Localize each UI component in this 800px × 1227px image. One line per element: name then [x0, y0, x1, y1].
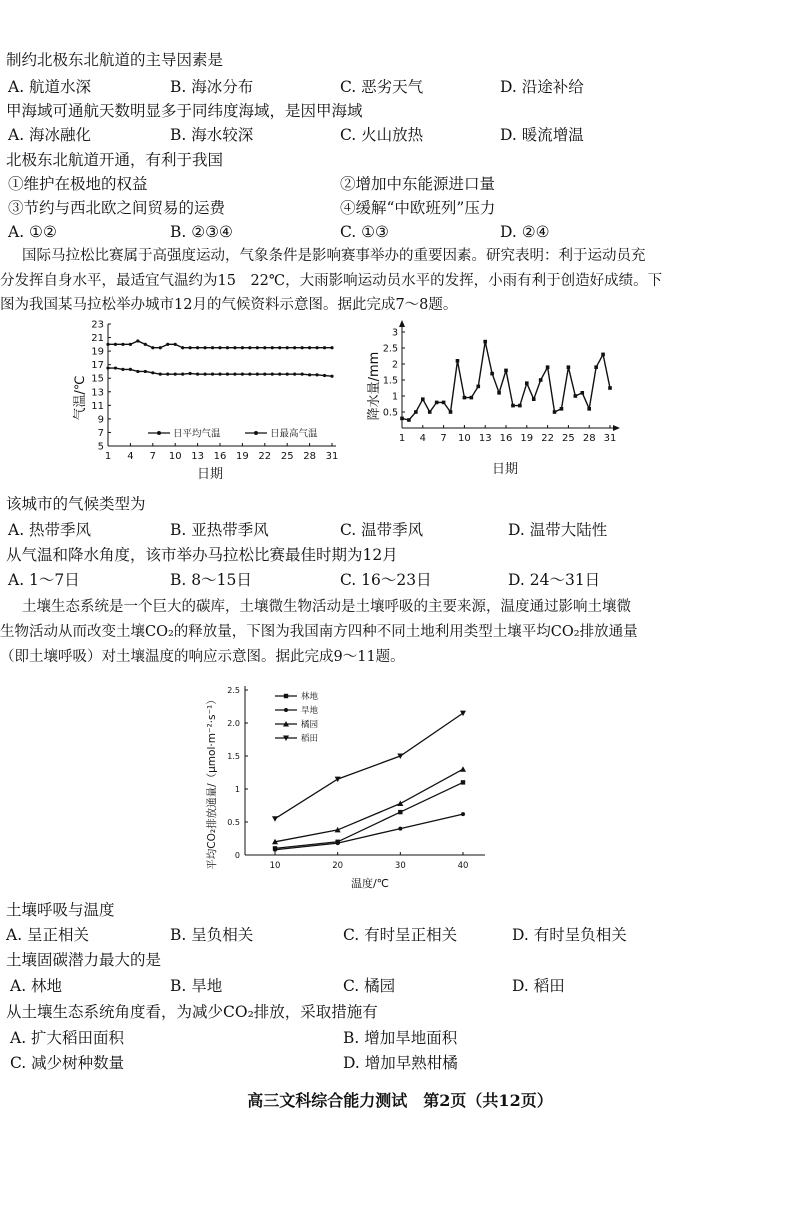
x-tick-label: 40 [457, 861, 469, 871]
x-tick-label: 28 [303, 451, 316, 462]
data-point [271, 346, 274, 349]
legend-label: 稻田 [301, 734, 319, 744]
data-point [580, 391, 584, 395]
y-tick-label: 2 [391, 359, 398, 371]
data-point [428, 410, 432, 414]
data-point [248, 346, 251, 349]
data-point [587, 407, 591, 411]
data-point [106, 366, 109, 369]
data-point [336, 841, 340, 845]
x-tick-label: 31 [603, 433, 617, 444]
q5-option-a: A. 航道水深 [8, 78, 92, 96]
data-point [442, 401, 446, 405]
data-point [315, 373, 318, 376]
y-tick-label: 1 [391, 391, 398, 403]
data-point [144, 343, 147, 346]
passage-1-line-3: 图为我国某马拉松举办城市12月的气候资料示意图。据此完成7～8题。 [0, 297, 458, 313]
data-point [121, 343, 124, 346]
data-point [574, 394, 578, 398]
data-point [398, 827, 402, 831]
q6-option-b: B. 海水较深 [170, 126, 254, 144]
legend-marker [157, 431, 161, 435]
data-point [144, 370, 147, 373]
data-point [335, 777, 341, 783]
data-point [608, 386, 612, 390]
data-point [323, 374, 326, 377]
y-tick-label: 3 [391, 327, 398, 339]
data-point [400, 417, 404, 421]
data-point [256, 373, 259, 376]
data-point [136, 339, 139, 342]
data-point [166, 373, 169, 376]
x-tick-label: 20 [332, 861, 344, 871]
x-tick-label: 22 [258, 451, 272, 462]
data-point [525, 381, 529, 385]
q7-option-b: B. 亚热带季风 [170, 521, 269, 539]
y-tick-label: 0 [234, 851, 240, 860]
precip-line [402, 342, 610, 420]
data-point [308, 373, 311, 376]
data-point [129, 343, 132, 346]
q7-option-a: A. 热带季风 [8, 521, 92, 539]
data-point [241, 373, 244, 376]
data-point [211, 373, 214, 376]
q11-option-c: C. 减少树种数量 [10, 1054, 125, 1072]
data-point [511, 404, 515, 408]
data-point [539, 378, 543, 382]
x-tick-label: 1 [104, 451, 112, 462]
q11-option-b: B. 增加旱地面积 [343, 1029, 458, 1047]
route-item-2: ②增加中东能源进口量 [340, 175, 496, 193]
data-point [286, 346, 289, 349]
route-option-b: B. ②③④ [170, 223, 233, 241]
route-option-a: A. ①② [8, 223, 57, 241]
question-10-stem: 土壤固碳潜力最大的是 [6, 951, 162, 969]
legend-label: 日最高气温 [270, 428, 318, 440]
data-point [129, 368, 132, 371]
data-point [315, 346, 318, 349]
y-axis-arrow [399, 320, 405, 327]
series-line-0 [275, 782, 463, 848]
legend-label: 日平均气温 [173, 428, 221, 440]
y-tick-label: 23 [91, 319, 104, 331]
data-point [271, 373, 274, 376]
y-tick-label: 1 [234, 785, 240, 794]
y-tick-label: 19 [91, 346, 104, 358]
y-axis-label: 降水量/mm [367, 351, 382, 421]
legend-label: 橘园 [301, 720, 319, 730]
data-point [293, 373, 296, 376]
q6-option-c: C. 火山放热 [340, 126, 424, 144]
data-point [233, 373, 236, 376]
y-tick-label: 2.5 [382, 343, 398, 355]
q9-option-a: A. 呈正相关 [6, 926, 90, 944]
data-point [567, 365, 571, 369]
x-tick-label: 10 [269, 861, 281, 871]
x-axis-arrow [613, 425, 620, 431]
data-point [151, 371, 154, 374]
x-tick-label: 16 [499, 433, 513, 444]
data-point [460, 766, 466, 772]
q8-option-b: B. 8～15日 [170, 571, 252, 589]
data-point [461, 780, 465, 784]
question-11-stem: 从土壤生态系统角度看，为减少CO₂排放，采取措施有 [6, 1003, 378, 1021]
data-point [106, 343, 109, 346]
data-point [114, 366, 117, 369]
data-point [114, 343, 117, 346]
q9-option-d: D. 有时呈负相关 [512, 926, 627, 944]
data-point [601, 353, 605, 357]
data-point [263, 346, 266, 349]
q5-option-d: D. 沿途补给 [500, 78, 584, 96]
q5-option-c: C. 恶劣天气 [340, 78, 424, 96]
data-point [159, 373, 162, 376]
data-point [456, 359, 460, 363]
data-point [301, 346, 304, 349]
temperature-chart [60, 318, 350, 488]
data-point [256, 346, 259, 349]
route-item-4: ④缓解“中欧班列”压力 [340, 199, 496, 217]
data-point [226, 373, 229, 376]
x-tick-label: 19 [236, 451, 249, 462]
x-tick-label: 22 [541, 433, 554, 444]
precipitation-chart [360, 318, 620, 488]
y-tick-label: 7 [97, 427, 104, 439]
q10-option-a: A. 林地 [10, 977, 63, 995]
data-point [293, 346, 296, 349]
y-tick-label: 21 [91, 333, 104, 345]
q9-option-b: B. 呈负相关 [170, 926, 254, 944]
question-8-stem: 从气温和降水角度，该市举办马拉松比赛最佳时期为12月 [6, 546, 398, 564]
data-point [218, 373, 221, 376]
x-tick-label: 1 [398, 433, 406, 444]
x-tick-label: 30 [394, 861, 406, 871]
y-tick-label: 2.5 [227, 686, 240, 695]
question-5-stem: 制约北极东北航道的主导因素是 [6, 51, 224, 69]
q11-option-a: A. 扩大稻田面积 [10, 1029, 125, 1047]
y-tick-label: 0.5 [227, 818, 240, 827]
y-tick-label: 11 [91, 400, 104, 412]
data-point [330, 346, 333, 349]
data-point [166, 343, 169, 346]
x-tick-label: 4 [419, 433, 426, 444]
q9-option-c: C. 有时呈正相关 [343, 926, 458, 944]
data-point [189, 372, 192, 375]
data-point [476, 385, 480, 389]
data-point [323, 346, 326, 349]
q7-option-c: C. 温带季风 [340, 521, 424, 539]
data-point [136, 370, 139, 373]
data-point [196, 346, 199, 349]
data-point [546, 365, 550, 369]
data-point [159, 346, 162, 349]
y-tick-label: 0.5 [382, 407, 398, 419]
data-point [407, 418, 411, 422]
x-tick-label: 28 [582, 433, 596, 444]
q5-option-b: B. 海冰分布 [170, 78, 254, 96]
data-point [560, 407, 564, 411]
data-point [273, 848, 277, 852]
q10-option-c: C. 橘园 [343, 977, 396, 995]
data-point [463, 396, 467, 400]
q10-option-d: D. 稻田 [512, 977, 565, 995]
legend-marker [284, 694, 288, 698]
data-point [181, 346, 184, 349]
data-point [308, 346, 311, 349]
data-point [181, 373, 184, 376]
x-tick-label: 13 [191, 451, 204, 462]
data-point [226, 346, 229, 349]
y-tick-label: 1.5 [227, 752, 240, 761]
data-point [421, 397, 425, 401]
x-tick-label: 31 [325, 451, 339, 462]
question-7-stem: 该城市的气候类型为 [6, 495, 146, 513]
data-point [518, 404, 522, 408]
data-point [483, 340, 487, 344]
data-point [196, 373, 199, 376]
passage-1-line-1: 国际马拉松比赛属于高强度运动，气象条件是影响赛事举办的重要因素。研究表明：利于运动员充 [22, 248, 646, 264]
data-point [189, 346, 192, 349]
legend-marker [284, 708, 288, 712]
y-axis-label: 气温/℃ [73, 375, 88, 421]
q6-option-a: A. 海冰融化 [8, 126, 92, 144]
soil-co2-chart [195, 672, 505, 897]
q8-option-a: A. 1～7日 [8, 571, 80, 589]
passage-2-line-3: （即土壤呼吸）对土壤温度的响应示意图。据此完成9～11题。 [0, 649, 405, 665]
data-point [532, 397, 536, 401]
q8-option-d: D. 24～31日 [508, 571, 601, 589]
data-point [248, 373, 251, 376]
x-tick-label: 16 [213, 451, 227, 462]
q10-option-b: B. 旱地 [170, 977, 223, 995]
legend-marker [254, 431, 258, 435]
data-point [151, 346, 154, 349]
series-line-2 [275, 769, 463, 842]
q6-option-d: D. 暖流增温 [500, 126, 584, 144]
data-point [203, 346, 206, 349]
data-point [174, 343, 177, 346]
passage-2-line-2: 生物活动从而改变土壤CO₂的释放量，下图为我国南方四种不同土地利用类型土壤平均CO₂排放通量 [0, 624, 638, 640]
data-point [449, 410, 453, 414]
data-point [286, 373, 289, 376]
legend-label: 林地 [301, 692, 319, 702]
y-tick-label: 17 [91, 360, 104, 372]
page-footer: 高三文科综合能力测试 第2页（共12页） [247, 1091, 553, 1110]
data-point [121, 368, 124, 371]
data-point [497, 391, 501, 395]
y-tick-label: 1.5 [382, 375, 398, 387]
x-axis-label: 温度/℃ [350, 877, 390, 890]
x-tick-label: 13 [478, 433, 492, 444]
x-tick-label: 7 [440, 433, 447, 444]
q11-option-d: D. 增加早熟柑橘 [343, 1054, 458, 1072]
x-tick-label: 10 [458, 433, 471, 444]
x-tick-label: 10 [168, 451, 182, 462]
data-point [414, 410, 418, 414]
y-tick-label: 2.0 [227, 719, 240, 728]
x-tick-label: 4 [127, 451, 134, 462]
legend-label: 旱地 [301, 706, 319, 716]
data-point [461, 812, 465, 816]
data-point [504, 369, 508, 373]
x-tick-label: 19 [520, 433, 534, 444]
series-line-1 [275, 814, 463, 850]
data-point [211, 346, 214, 349]
data-point [397, 801, 403, 807]
data-point [435, 401, 439, 405]
data-point [490, 372, 494, 376]
data-point [330, 375, 333, 378]
x-axis-label: 日期 [196, 467, 224, 482]
data-point [553, 410, 557, 414]
route-item-3: ③节约与西北欧之间贸易的运费 [8, 199, 226, 217]
x-axis-label: 日期 [491, 462, 519, 477]
q8-option-c: C. 16～23日 [340, 571, 432, 589]
data-point [301, 373, 304, 376]
data-point [263, 373, 266, 376]
y-axis-label: 平均CO₂排放通量/（μmol·m⁻²·s⁻¹） [206, 694, 218, 870]
data-point [398, 810, 402, 814]
route-option-d: D. ②④ [500, 223, 550, 241]
data-point [594, 365, 598, 369]
route-item-1: ①维护在极地的权益 [8, 175, 148, 193]
data-point [272, 816, 278, 822]
data-point [203, 373, 206, 376]
x-tick-label: 7 [149, 451, 156, 462]
data-point [233, 346, 236, 349]
data-point [218, 346, 221, 349]
data-point [241, 346, 244, 349]
y-tick-label: 13 [91, 387, 104, 399]
passage-2-line-1: 土壤生态系统是一个巨大的碳库，土壤微生物活动是土壤呼吸的主要来源，温度通过影响土壤微 [22, 599, 631, 615]
question-9-stem: 土壤呼吸与温度 [6, 901, 115, 919]
y-tick-label: 9 [97, 414, 104, 426]
route-option-c: C. ①③ [340, 223, 389, 241]
q7-option-d: D. 温带大陆性 [508, 521, 608, 539]
data-point [470, 396, 474, 400]
y-tick-label: 15 [91, 373, 104, 385]
data-point [278, 346, 281, 349]
passage-1-line-2: 分发挥自身水平，最适宜气温约为15 22℃，大雨影响运动员水平的发挥，小雨有利于创造好成绩。下 [0, 273, 663, 289]
question-6-stem: 甲海域可通航天数明显多于同纬度海域，是因甲海域 [6, 102, 363, 120]
data-point [174, 373, 177, 376]
data-point [278, 373, 281, 376]
x-tick-label: 25 [280, 451, 294, 462]
y-tick-label: 5 [97, 441, 104, 453]
x-tick-label: 25 [562, 433, 575, 444]
question-route-stem: 北极东北航道开通，有利于我国 [6, 151, 224, 169]
